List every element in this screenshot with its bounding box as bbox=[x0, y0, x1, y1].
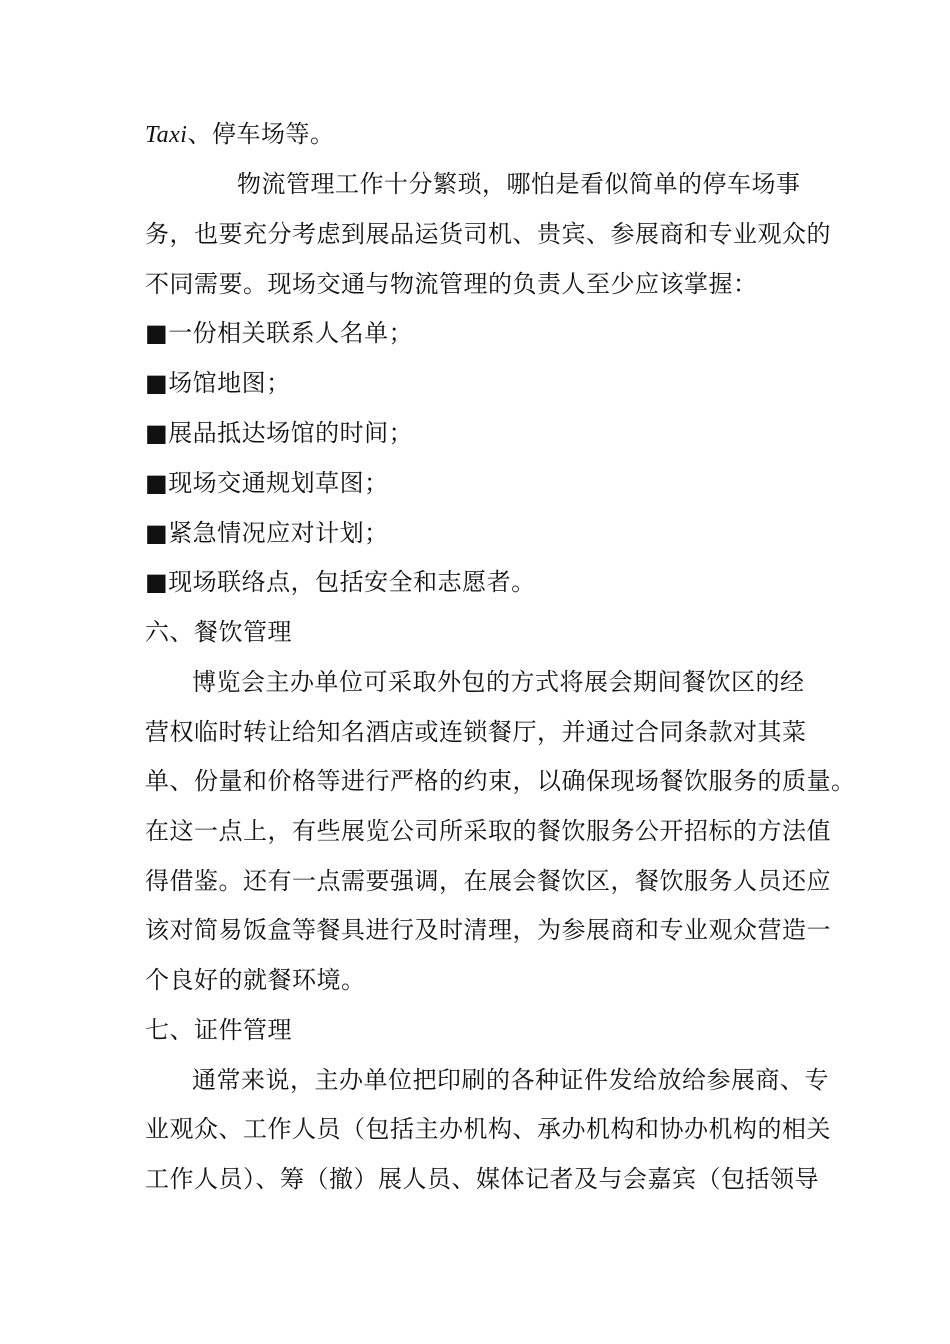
paragraph-line: 单、份量和价格等进行严格的约束，以确保现场餐饮服务的质量。 bbox=[145, 767, 856, 795]
paragraph-line: 得借鉴。还有一点需要强调，在展会餐饮区，餐饮服务人员还应 bbox=[145, 867, 831, 895]
paragraph-line: 物流管理工作十分繁琐，哪怕是看似简单的停车场事 bbox=[237, 170, 801, 198]
list-item-text: 场馆地图； bbox=[168, 369, 291, 397]
list-item bbox=[145, 367, 291, 399]
paragraph-line bbox=[145, 118, 334, 151]
square-bullet-icon: ■ bbox=[145, 519, 169, 547]
paragraph-line: 个良好的就餐环境。 bbox=[145, 966, 366, 994]
section-heading: 六、餐饮管理 bbox=[145, 618, 292, 646]
paragraph-line: 博览会主办单位可采取外包的方式将展会期间餐饮区的经 bbox=[192, 668, 805, 696]
paragraph-line: 通常来说，主办单位把印刷的各种证件发给放给参展商、专 bbox=[192, 1066, 829, 1094]
list-item bbox=[145, 517, 389, 549]
list-item bbox=[145, 467, 389, 499]
list-item bbox=[145, 417, 413, 449]
paragraph-line: 业观众、工作人员（包括主办机构、承办机构和协办机构的相关 bbox=[145, 1115, 831, 1143]
list-item-text: 现场交通规划草图； bbox=[168, 469, 389, 497]
section-heading: 七、证件管理 bbox=[145, 1016, 292, 1044]
list-item-text: 现场联络点，包括安全和志愿者。 bbox=[168, 568, 536, 596]
paragraph-line: 该对简易饭盒等餐具进行及时清理，为参展商和专业观众营造一 bbox=[145, 916, 831, 944]
square-bullet-icon: ■ bbox=[145, 469, 169, 497]
square-bullet-icon: ■ bbox=[145, 419, 169, 447]
paragraph-line: 工作人员）、筹（撤）展人员、媒体记者及与会嘉宾（包括领导 bbox=[145, 1165, 819, 1193]
square-bullet-icon: ■ bbox=[145, 568, 169, 596]
square-bullet-icon: ■ bbox=[145, 369, 169, 397]
paragraph-line: 在这一点上，有些展览公司所采取的餐饮服务公开招标的方法值 bbox=[145, 817, 831, 845]
list-item-text: 一份相关联系人名单； bbox=[168, 319, 414, 347]
list-item-text: 展品抵达场馆的时间； bbox=[168, 419, 414, 447]
list-item-text: 紧急情况应对计划； bbox=[168, 519, 389, 547]
paragraph-line: 务，也要充分考虑到展品运货司机、贵宾、参展商和专业观众的 bbox=[145, 220, 831, 248]
line-text: 、停车场等。 bbox=[187, 120, 335, 148]
italic-word: Taxi bbox=[145, 122, 188, 148]
paragraph-line: 营权临时转让给知名酒店或连锁餐厅，并通过合同条款对其菜 bbox=[145, 718, 807, 746]
paragraph-line: 不同需要。现场交通与物流管理的负责人至少应该掌握： bbox=[145, 270, 758, 298]
list-item bbox=[145, 566, 536, 598]
list-item bbox=[145, 317, 413, 349]
square-bullet-icon: ■ bbox=[145, 319, 169, 347]
